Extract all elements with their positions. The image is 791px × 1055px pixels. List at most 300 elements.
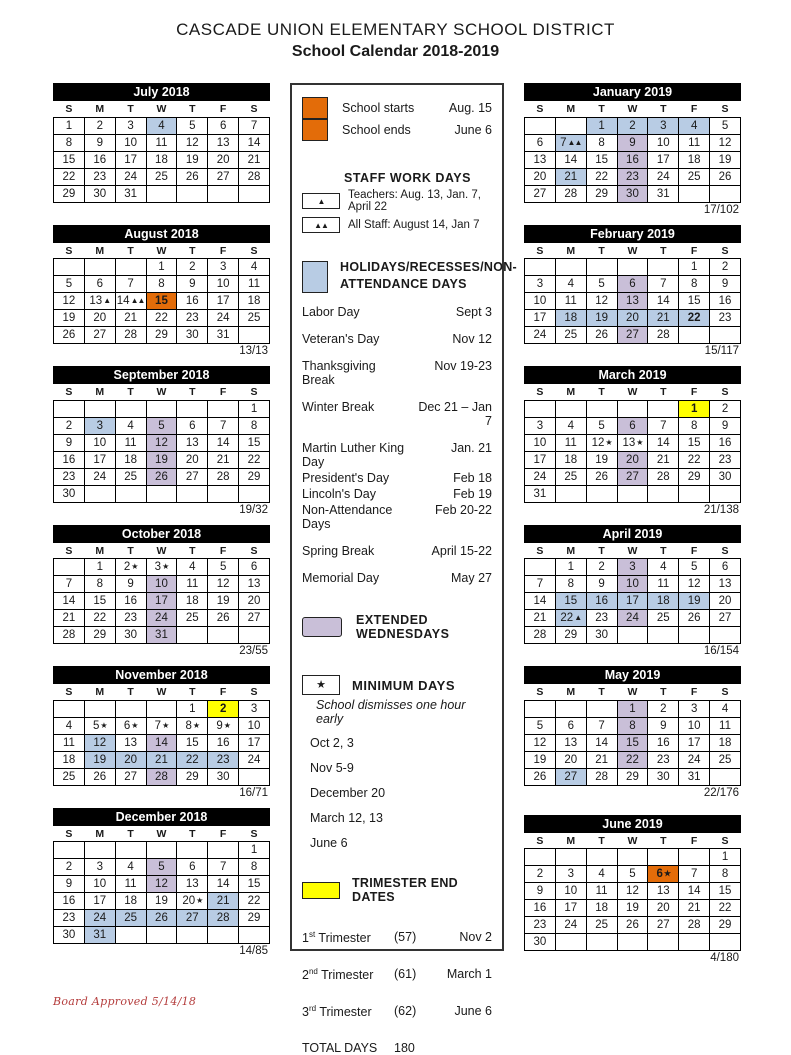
day-cell: 1 bbox=[146, 259, 177, 276]
day-header: T bbox=[598, 386, 605, 399]
day-cell: 20★ bbox=[177, 893, 208, 910]
school-starts-row bbox=[302, 97, 492, 119]
day-cell bbox=[84, 700, 115, 717]
day-cell bbox=[208, 400, 239, 417]
day-cell: 1 bbox=[239, 400, 270, 417]
day-cell: 20 bbox=[648, 900, 679, 917]
minimum-days-dates bbox=[302, 736, 492, 850]
month-title: December 2018 bbox=[53, 808, 270, 826]
day-header: S bbox=[721, 686, 729, 699]
day-cell: 7 bbox=[648, 417, 679, 434]
day-cell: 30 bbox=[617, 185, 648, 202]
trimester-ordinal: nd bbox=[308, 967, 318, 977]
day-header: T bbox=[189, 103, 196, 116]
day-cell: 12 bbox=[679, 576, 710, 593]
week-row bbox=[525, 168, 741, 185]
month-august-2018 bbox=[53, 225, 270, 360]
day-cell: 12 bbox=[525, 734, 556, 751]
day-marker: ★ bbox=[196, 896, 203, 905]
day-cell bbox=[84, 485, 115, 502]
staff-work-day-item bbox=[302, 217, 492, 233]
day-cell bbox=[586, 485, 617, 502]
day-cell: 14 bbox=[586, 734, 617, 751]
week-row bbox=[525, 310, 741, 327]
month-day-total: 21/138 bbox=[703, 503, 739, 516]
day-cell: 15 bbox=[84, 593, 115, 610]
day-cell: 3 bbox=[84, 417, 115, 434]
day-cell: 28 bbox=[648, 468, 679, 485]
day-cell: 9 bbox=[586, 576, 617, 593]
day-header: S bbox=[65, 544, 73, 557]
week-row bbox=[54, 185, 270, 202]
day-cell: 4 bbox=[679, 117, 710, 134]
day-cell: 16 bbox=[115, 593, 146, 610]
week-row bbox=[54, 276, 270, 293]
day-cell: 5★ bbox=[84, 717, 115, 734]
day-cell bbox=[54, 559, 85, 576]
holiday-name: Martin Luther King Day bbox=[302, 441, 405, 469]
trimester-days-count: (62) bbox=[394, 1004, 417, 1019]
day-cell: 22 bbox=[177, 751, 208, 768]
day-cell: 3 bbox=[239, 700, 270, 717]
day-cell: 25 bbox=[115, 910, 146, 927]
day-header: S bbox=[721, 244, 729, 257]
day-cell bbox=[115, 485, 146, 502]
day-cell: 24 bbox=[617, 610, 648, 627]
day-cell bbox=[146, 842, 177, 859]
holiday-date: Jan. 21 bbox=[450, 441, 492, 455]
day-cell: 2 bbox=[84, 117, 115, 134]
day-cell: 19 bbox=[177, 151, 208, 168]
day-cell: 25 bbox=[239, 310, 270, 327]
day-cell: 7 bbox=[239, 117, 270, 134]
day-cell: 5 bbox=[177, 117, 208, 134]
day-cell: 9 bbox=[710, 417, 741, 434]
week-row bbox=[54, 400, 270, 417]
day-cell: 5 bbox=[586, 417, 617, 434]
month-grid bbox=[53, 102, 270, 203]
day-cell: 5 bbox=[525, 717, 556, 734]
day-header: T bbox=[127, 827, 134, 840]
month-title: July 2018 bbox=[53, 83, 270, 101]
day-cell: 1 bbox=[54, 117, 85, 134]
week-row bbox=[54, 927, 270, 944]
day-cell: 6★ bbox=[115, 717, 146, 734]
trimester-ordinal: st bbox=[308, 930, 316, 939]
day-cell bbox=[710, 485, 741, 502]
month-title: February 2019 bbox=[524, 225, 741, 243]
day-header: S bbox=[65, 103, 73, 116]
minimum-day-date: June 6 bbox=[310, 836, 348, 850]
day-cell: 8 bbox=[679, 417, 710, 434]
day-header: S bbox=[65, 386, 73, 399]
day-cell: 9 bbox=[177, 276, 208, 293]
day-cell: 20 bbox=[115, 751, 146, 768]
minimum-day-date: December 20 bbox=[310, 786, 386, 800]
day-header: T bbox=[660, 103, 667, 116]
month-title: October 2018 bbox=[53, 525, 270, 543]
day-cell: 1 bbox=[84, 559, 115, 576]
day-cell: 5 bbox=[146, 859, 177, 876]
day-cell bbox=[586, 849, 617, 866]
week-row bbox=[525, 610, 741, 627]
day-cell: 21 bbox=[115, 310, 146, 327]
month-day-total: 17/102 bbox=[703, 203, 739, 216]
holiday-item bbox=[302, 305, 492, 319]
day-cell: 16 bbox=[84, 151, 115, 168]
week-row bbox=[54, 434, 270, 451]
day-cell: 2 bbox=[710, 259, 741, 276]
trimester-days-count: (57) bbox=[394, 930, 417, 944]
day-cell: 24 bbox=[239, 751, 270, 768]
day-cell: 15 bbox=[555, 593, 586, 610]
day-cell: 19 bbox=[525, 751, 556, 768]
week-row bbox=[54, 910, 270, 927]
board-approved-note: Board Approved 5/14/18 bbox=[53, 995, 197, 1008]
day-cell: 26 bbox=[146, 468, 177, 485]
day-cell: 6 bbox=[555, 717, 586, 734]
day-cell: 12 bbox=[146, 876, 177, 893]
day-cell bbox=[710, 327, 741, 344]
trimester-days-count: (61) bbox=[394, 967, 417, 982]
week-row bbox=[54, 627, 270, 644]
day-cell: 26 bbox=[208, 610, 239, 627]
day-cell: 9 bbox=[54, 876, 85, 893]
day-cell: 2 bbox=[208, 700, 239, 717]
day-cell: 19 bbox=[146, 893, 177, 910]
day-cell: 23 bbox=[54, 468, 85, 485]
day-marker: ★ bbox=[636, 437, 643, 447]
holiday-name: Thanksgiving Break bbox=[302, 359, 376, 387]
day-cell: 28 bbox=[525, 627, 556, 644]
day-cell: 5 bbox=[710, 117, 741, 134]
week-row bbox=[54, 876, 270, 893]
day-cell: 30 bbox=[648, 768, 679, 785]
total-days-row bbox=[302, 1041, 492, 1055]
day-cell: 18 bbox=[555, 310, 586, 327]
day-cell bbox=[54, 400, 85, 417]
day-cell: 18 bbox=[555, 451, 586, 468]
day-header: S bbox=[250, 103, 258, 116]
week-row bbox=[525, 866, 741, 883]
holiday-item bbox=[302, 359, 492, 387]
day-cell: 8 bbox=[239, 859, 270, 876]
holidays-section bbox=[302, 259, 518, 585]
day-cell bbox=[555, 934, 586, 951]
day-cell: 22 bbox=[239, 451, 270, 468]
day-cell bbox=[525, 259, 556, 276]
month-day-total: 16/154 bbox=[703, 645, 739, 657]
day-cell: 3 bbox=[208, 259, 239, 276]
day-cell: 11 bbox=[146, 134, 177, 151]
day-cell: 15 bbox=[710, 883, 741, 900]
day-cell bbox=[679, 327, 710, 344]
day-cell: 17 bbox=[84, 893, 115, 910]
week-row bbox=[54, 768, 270, 785]
month-title: April 2019 bbox=[524, 525, 741, 543]
day-cell: 8 bbox=[586, 134, 617, 151]
day-header: S bbox=[721, 544, 729, 557]
day-cell: 21 bbox=[525, 610, 556, 627]
day-cell bbox=[586, 934, 617, 951]
day-cell bbox=[177, 400, 208, 417]
day-cell: 12 bbox=[710, 134, 741, 151]
month-title: September 2018 bbox=[53, 366, 270, 384]
day-cell: 13 bbox=[710, 576, 741, 593]
day-cell: 9 bbox=[617, 134, 648, 151]
day-cell: 23 bbox=[84, 168, 115, 185]
day-cell bbox=[208, 927, 239, 944]
day-cell: 21 bbox=[648, 451, 679, 468]
day-cell: 5 bbox=[54, 276, 85, 293]
day-cell: 1 bbox=[239, 842, 270, 859]
day-cell: 17 bbox=[617, 593, 648, 610]
trimester-header bbox=[302, 876, 492, 904]
day-cell: 4 bbox=[555, 417, 586, 434]
day-cell: 15 bbox=[54, 151, 85, 168]
day-cell: 22 bbox=[84, 610, 115, 627]
month-day-total: 22/176 bbox=[703, 786, 739, 799]
day-cell: 18 bbox=[146, 151, 177, 168]
month-grid bbox=[53, 827, 270, 945]
day-cell: 27 bbox=[710, 610, 741, 627]
day-cell: 14 bbox=[208, 876, 239, 893]
week-row bbox=[54, 717, 270, 734]
day-cell: 3★ bbox=[146, 559, 177, 576]
day-header: W bbox=[627, 686, 638, 699]
day-cell: 23 bbox=[177, 310, 208, 327]
day-header: W bbox=[627, 544, 638, 557]
day-cell: 29 bbox=[710, 917, 741, 934]
day-header: S bbox=[65, 686, 73, 699]
day-cell: 19 bbox=[54, 310, 85, 327]
week-row bbox=[525, 276, 741, 293]
extended-wednesdays-title: EXTENDED WEDNESDAYS bbox=[356, 613, 450, 641]
day-cell: 4 bbox=[648, 559, 679, 576]
day-header: M bbox=[566, 834, 576, 847]
day-cell: 22▲ bbox=[555, 610, 586, 627]
day-cell: 11 bbox=[177, 576, 208, 593]
week-row bbox=[525, 717, 741, 734]
week-row bbox=[525, 468, 741, 485]
day-cell: 23 bbox=[586, 610, 617, 627]
day-cell: 6★ bbox=[648, 866, 679, 883]
day-cell: 24 bbox=[679, 751, 710, 768]
month-title: January 2019 bbox=[524, 83, 741, 101]
day-cell: 22 bbox=[54, 168, 85, 185]
day-header: S bbox=[65, 827, 73, 840]
day-cell: 18 bbox=[710, 734, 741, 751]
day-cell: 10 bbox=[617, 576, 648, 593]
day-header-row bbox=[525, 685, 741, 700]
day-header: W bbox=[156, 386, 167, 399]
day-cell bbox=[679, 185, 710, 202]
month-day-total: 14/85 bbox=[239, 945, 268, 957]
day-header: T bbox=[127, 386, 134, 399]
day-header: S bbox=[250, 244, 258, 257]
day-cell: 25 bbox=[648, 610, 679, 627]
day-cell: 25 bbox=[710, 751, 741, 768]
day-cell: 9 bbox=[115, 576, 146, 593]
day-cell: 13 bbox=[239, 576, 270, 593]
staff-work-days-title: STAFF WORK DAYS bbox=[344, 171, 471, 185]
day-cell bbox=[239, 927, 270, 944]
day-cell: 1 bbox=[679, 259, 710, 276]
month-grid bbox=[524, 544, 741, 645]
day-header: T bbox=[660, 834, 667, 847]
day-header: F bbox=[690, 244, 698, 257]
day-cell: 24 bbox=[115, 168, 146, 185]
day-cell: 23 bbox=[710, 310, 741, 327]
day-cell: 30 bbox=[54, 485, 85, 502]
month-grid bbox=[53, 385, 270, 503]
day-header: T bbox=[127, 103, 134, 116]
month-may-2019 bbox=[524, 666, 741, 801]
holiday-date: Feb 19 bbox=[453, 487, 492, 501]
day-cell: 8 bbox=[710, 866, 741, 883]
day-cell: 4 bbox=[115, 417, 146, 434]
day-cell: 1 bbox=[679, 400, 710, 417]
day-cell: 15 bbox=[239, 876, 270, 893]
day-cell: 17 bbox=[525, 451, 556, 468]
day-cell: 27 bbox=[239, 610, 270, 627]
day-header-row bbox=[54, 685, 270, 700]
holiday-list bbox=[302, 305, 492, 585]
school-start-swatch bbox=[302, 97, 328, 119]
week-row bbox=[54, 576, 270, 593]
day-cell bbox=[586, 259, 617, 276]
week-row bbox=[54, 468, 270, 485]
day-cell: 31 bbox=[648, 185, 679, 202]
day-cell: 15 bbox=[586, 151, 617, 168]
day-cell bbox=[84, 259, 115, 276]
day-cell: 26 bbox=[710, 168, 741, 185]
day-cell: 3 bbox=[555, 866, 586, 883]
day-cell: 21 bbox=[54, 610, 85, 627]
day-cell: 26 bbox=[84, 768, 115, 785]
day-cell: 2 bbox=[525, 866, 556, 883]
day-cell: 17 bbox=[525, 310, 556, 327]
day-cell: 5 bbox=[679, 559, 710, 576]
day-cell bbox=[648, 627, 679, 644]
day-cell: 26 bbox=[525, 768, 556, 785]
day-cell bbox=[115, 400, 146, 417]
day-cell bbox=[648, 400, 679, 417]
day-cell bbox=[177, 185, 208, 202]
trimester-rows bbox=[302, 930, 492, 1019]
week-row bbox=[525, 700, 741, 717]
day-header-row bbox=[54, 102, 270, 117]
day-cell: 5 bbox=[146, 417, 177, 434]
day-header: T bbox=[189, 827, 196, 840]
day-cell: 14 bbox=[648, 434, 679, 451]
week-row bbox=[54, 327, 270, 344]
day-cell: 2 bbox=[54, 859, 85, 876]
holiday-item bbox=[302, 544, 492, 558]
day-marker: ★ bbox=[162, 720, 169, 730]
day-cell: 24 bbox=[84, 468, 115, 485]
trimester-row bbox=[302, 930, 492, 945]
school-ends-label: School ends bbox=[342, 123, 411, 137]
day-cell: 27 bbox=[115, 768, 146, 785]
day-cell bbox=[115, 927, 146, 944]
day-cell: 16 bbox=[710, 293, 741, 310]
day-cell: 24 bbox=[555, 917, 586, 934]
day-header: S bbox=[536, 244, 544, 257]
day-cell: 31 bbox=[208, 327, 239, 344]
week-row bbox=[525, 849, 741, 866]
day-cell bbox=[84, 842, 115, 859]
day-cell: 13 bbox=[177, 434, 208, 451]
week-row bbox=[525, 934, 741, 951]
day-cell: 19 bbox=[84, 751, 115, 768]
day-cell: 27 bbox=[525, 185, 556, 202]
day-cell: 12 bbox=[617, 883, 648, 900]
day-cell: 15 bbox=[679, 293, 710, 310]
day-cell bbox=[146, 485, 177, 502]
day-header-row bbox=[54, 827, 270, 842]
day-cell bbox=[239, 185, 270, 202]
day-cell: 3 bbox=[617, 559, 648, 576]
day-cell: 6 bbox=[617, 276, 648, 293]
day-cell bbox=[586, 700, 617, 717]
day-cell bbox=[555, 485, 586, 502]
week-row bbox=[54, 700, 270, 717]
day-cell bbox=[146, 700, 177, 717]
day-cell: 19 bbox=[679, 593, 710, 610]
day-cell: 8★ bbox=[177, 717, 208, 734]
day-cell bbox=[177, 485, 208, 502]
day-cell: 7★ bbox=[146, 717, 177, 734]
day-cell: 17 bbox=[555, 900, 586, 917]
day-cell: 27 bbox=[208, 168, 239, 185]
day-cell: 19 bbox=[208, 593, 239, 610]
day-cell bbox=[586, 400, 617, 417]
day-cell: 30 bbox=[710, 468, 741, 485]
day-cell bbox=[146, 927, 177, 944]
day-cell: 31 bbox=[525, 485, 556, 502]
week-row bbox=[525, 485, 741, 502]
week-row bbox=[525, 734, 741, 751]
day-cell: 14 bbox=[146, 734, 177, 751]
day-cell: 23 bbox=[617, 168, 648, 185]
week-row bbox=[525, 293, 741, 310]
week-row bbox=[54, 168, 270, 185]
day-cell: 20 bbox=[208, 151, 239, 168]
trimester-end-date: March 1 bbox=[446, 967, 492, 982]
day-header: S bbox=[721, 834, 729, 847]
month-grid bbox=[524, 834, 741, 952]
day-cell: 18 bbox=[239, 293, 270, 310]
day-header: F bbox=[690, 386, 698, 399]
day-cell bbox=[617, 849, 648, 866]
day-cell: 21 bbox=[146, 751, 177, 768]
day-cell bbox=[555, 700, 586, 717]
day-cell: 10 bbox=[679, 717, 710, 734]
day-cell: 6 bbox=[177, 859, 208, 876]
month-title: March 2019 bbox=[524, 366, 741, 384]
day-cell: 4 bbox=[239, 259, 270, 276]
week-row bbox=[54, 293, 270, 310]
day-cell bbox=[617, 400, 648, 417]
day-cell bbox=[115, 259, 146, 276]
week-row bbox=[54, 842, 270, 859]
day-cell: 2 bbox=[617, 117, 648, 134]
staff-symbol-swatch: ▲ bbox=[302, 193, 340, 209]
day-cell bbox=[525, 559, 556, 576]
day-header: M bbox=[95, 386, 105, 399]
day-header: M bbox=[95, 244, 105, 257]
